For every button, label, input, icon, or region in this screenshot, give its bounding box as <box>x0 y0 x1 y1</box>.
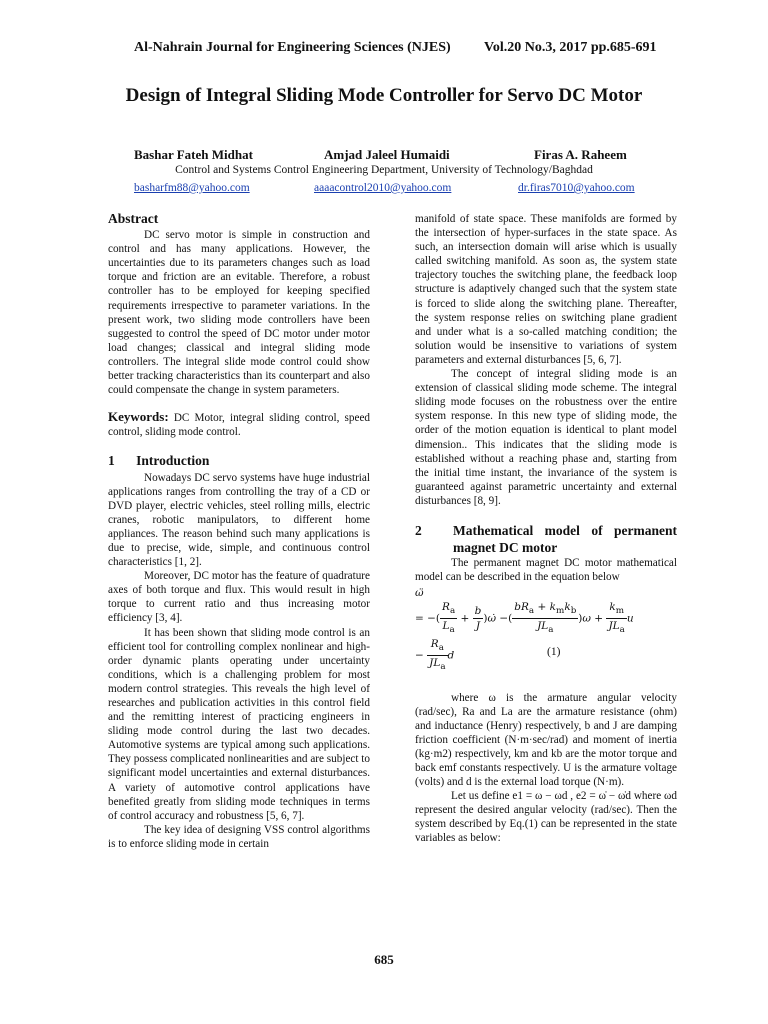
section-2-title: Mathematical model of permanent magnet DC motor <box>453 522 677 555</box>
intro-paragraph-4: The key idea of designing VSS control algorithms is to enforce sliding mode in certain <box>108 823 370 850</box>
right-paragraph-1: manifold of state space. These manifolds are formed by the intersection of hyper-surfaces in the state space. As such, an intersection domain will arise which is usually called switching manifold. As soon as, the system state trajectory touches the switching plane, the feedback loop structure is adaptively changed such that the system state is forced to slide along the switching plane. Thereafter, the system response relies on switching plane gradient and under what is a so-called matching condition; the solution would be insensitive to variations of system parameters and external disturbances [5, 6, 7]. <box>415 213 677 366</box>
abstract-text: DC servo motor is simple in construction and control and has many applications. However, the uncertainties due to its parameters changes such as load torque and friction are an evitable. Therefore, a robust controller has to be employed for keeping specified requirements irrespective to parameter variations. In the present work, two sliding mode controllers have been suggested to control the speed of DC motor under motor load changes; classical and integral sliding mode controllers. The integral slide mode control could show better tracking characteristics than its counterpart and also could compensate the change in system parameters. <box>108 229 370 397</box>
section-1-heading <box>108 454 370 468</box>
right-paragraph-2: The concept of integral sliding mode is an extension of classical sliding mode scheme. The integral sliding mode focuses on the robustness over the entire system response. In this new type of sliding mode, the order of the motion equation is identical to plant model dimension.. This indicates that the sliding mode is established without a reaching phase and, starting from the initial time instant, the invariance of the system is guaranteed against parametric uncertainty and external disturbances [8, 9]. <box>415 368 677 507</box>
author-2: Amjad Jaleel Humaidi <box>324 147 450 162</box>
email-link-3[interactable]: dr.firas7010@yahoo.com <box>518 182 635 194</box>
volume-info: Vol.20 No.3, 2017 pp.685-691 <box>484 40 657 55</box>
keywords-label: Keywords: <box>108 409 169 425</box>
abstract-heading: Abstract <box>108 211 159 226</box>
section-1-number: 1 <box>108 453 115 469</box>
author-1: Bashar Fateh Midhat <box>134 147 253 162</box>
equation-line-1: = −( $\frac{R_a}{L_a}$ + $\frac{b}{J}$ )ω̇ −( $\frac{bR_a + k_mk_b}{JL_a}$ )ω + $\frac{k_m}{JL_a}$ u <box>415 601 634 636</box>
section-2-heading <box>415 522 677 556</box>
right-column <box>415 212 677 846</box>
section-1-title: Introduction <box>136 453 210 469</box>
paper-title: Design of Integral Sliding Mode Controller for Servo DC Motor <box>125 85 643 106</box>
left-column <box>108 212 370 851</box>
variable-definitions: where ω is the armature angular velocity (rad/sec), Ra and La are the armature resistance (ohm) and inductance (Henry) respectively, b and J are damping friction coefficient (N·m·sec/rad) and moment of inertia (kg·m2) respectively, km and kb are the motor torque and back emf constants respectively. U is the armature voltage (volts) and d is the external load torque (N·m). <box>415 691 677 789</box>
keywords-text: DC Motor, integral sliding control, speed control, sliding mode control. <box>108 412 371 439</box>
intro-paragraph-2: Moreover, DC motor has the feature of quadrature axes of both torque and flux. This would result in high torque to current ratio and thus increasing motor efficiency [3, 4]. <box>108 570 370 625</box>
equation-1 <box>415 586 677 674</box>
author-3: Firas A. Raheem <box>534 147 627 162</box>
affiliation: Control and Systems Control Engineering Department, University of Technology/Baghdad <box>175 164 593 176</box>
section-2-number: 2 <box>415 522 422 538</box>
equation-lhs: ω̈ <box>415 587 424 600</box>
intro-paragraph-3: It has been shown that sliding mode control is an efficient tool for controlling complex nonlinear and high-order dynamic plants operating under uncertainty conditions, which is a challenging problem for most modern control strategies. This reveals the high level of researches and publication activities in this control field and the remitting interest of practicing engineers in sliding mode control during the last two decades. Automotive systems are typical among such applications. They possess complicated nonlinearities and are subject to significant model uncertainties and external disturbances. A variety of automotive control applications have benefited greatly from sliding mode techniques in terms of control accuracy and robustness [5, 6, 7]. <box>108 626 370 822</box>
keywords <box>108 410 370 439</box>
error-definitions: Let us define e1 = ω − ωd , e2 = ω̇ − ω̇d where ωd represent the desired angular velocity (rad/sec). Then the system described by Eq.(1) can be represented in the state variables as below: <box>415 790 677 845</box>
email-link-2[interactable]: aaaacontrol2010@yahoo.com <box>314 182 452 194</box>
page-number: 685 <box>374 952 394 967</box>
journal-name: Al-Nahrain Journal for Engineering Sciences (NJES) <box>134 40 451 55</box>
email-link-1[interactable]: basharfm88@yahoo.com <box>134 182 250 194</box>
equation-number: (1) <box>547 646 561 659</box>
equation-line-2: − $\frac{R_a}{JL_a}$ d (1) <box>415 638 561 673</box>
intro-paragraph-1: Nowadays DC servo systems have huge industrial applications ranges from controlling the tray of a CD or DVD player, electric vehicles, steel rolling mills, electric cranes, robotic manipulators, to different home appliances. The reason behind such many applications is due to precise, wide, simple, and continuous control characteristics [1, 2]. <box>108 471 370 569</box>
section-2-intro: The permanent magnet DC motor mathematical model can be described in the equation below <box>415 556 677 584</box>
